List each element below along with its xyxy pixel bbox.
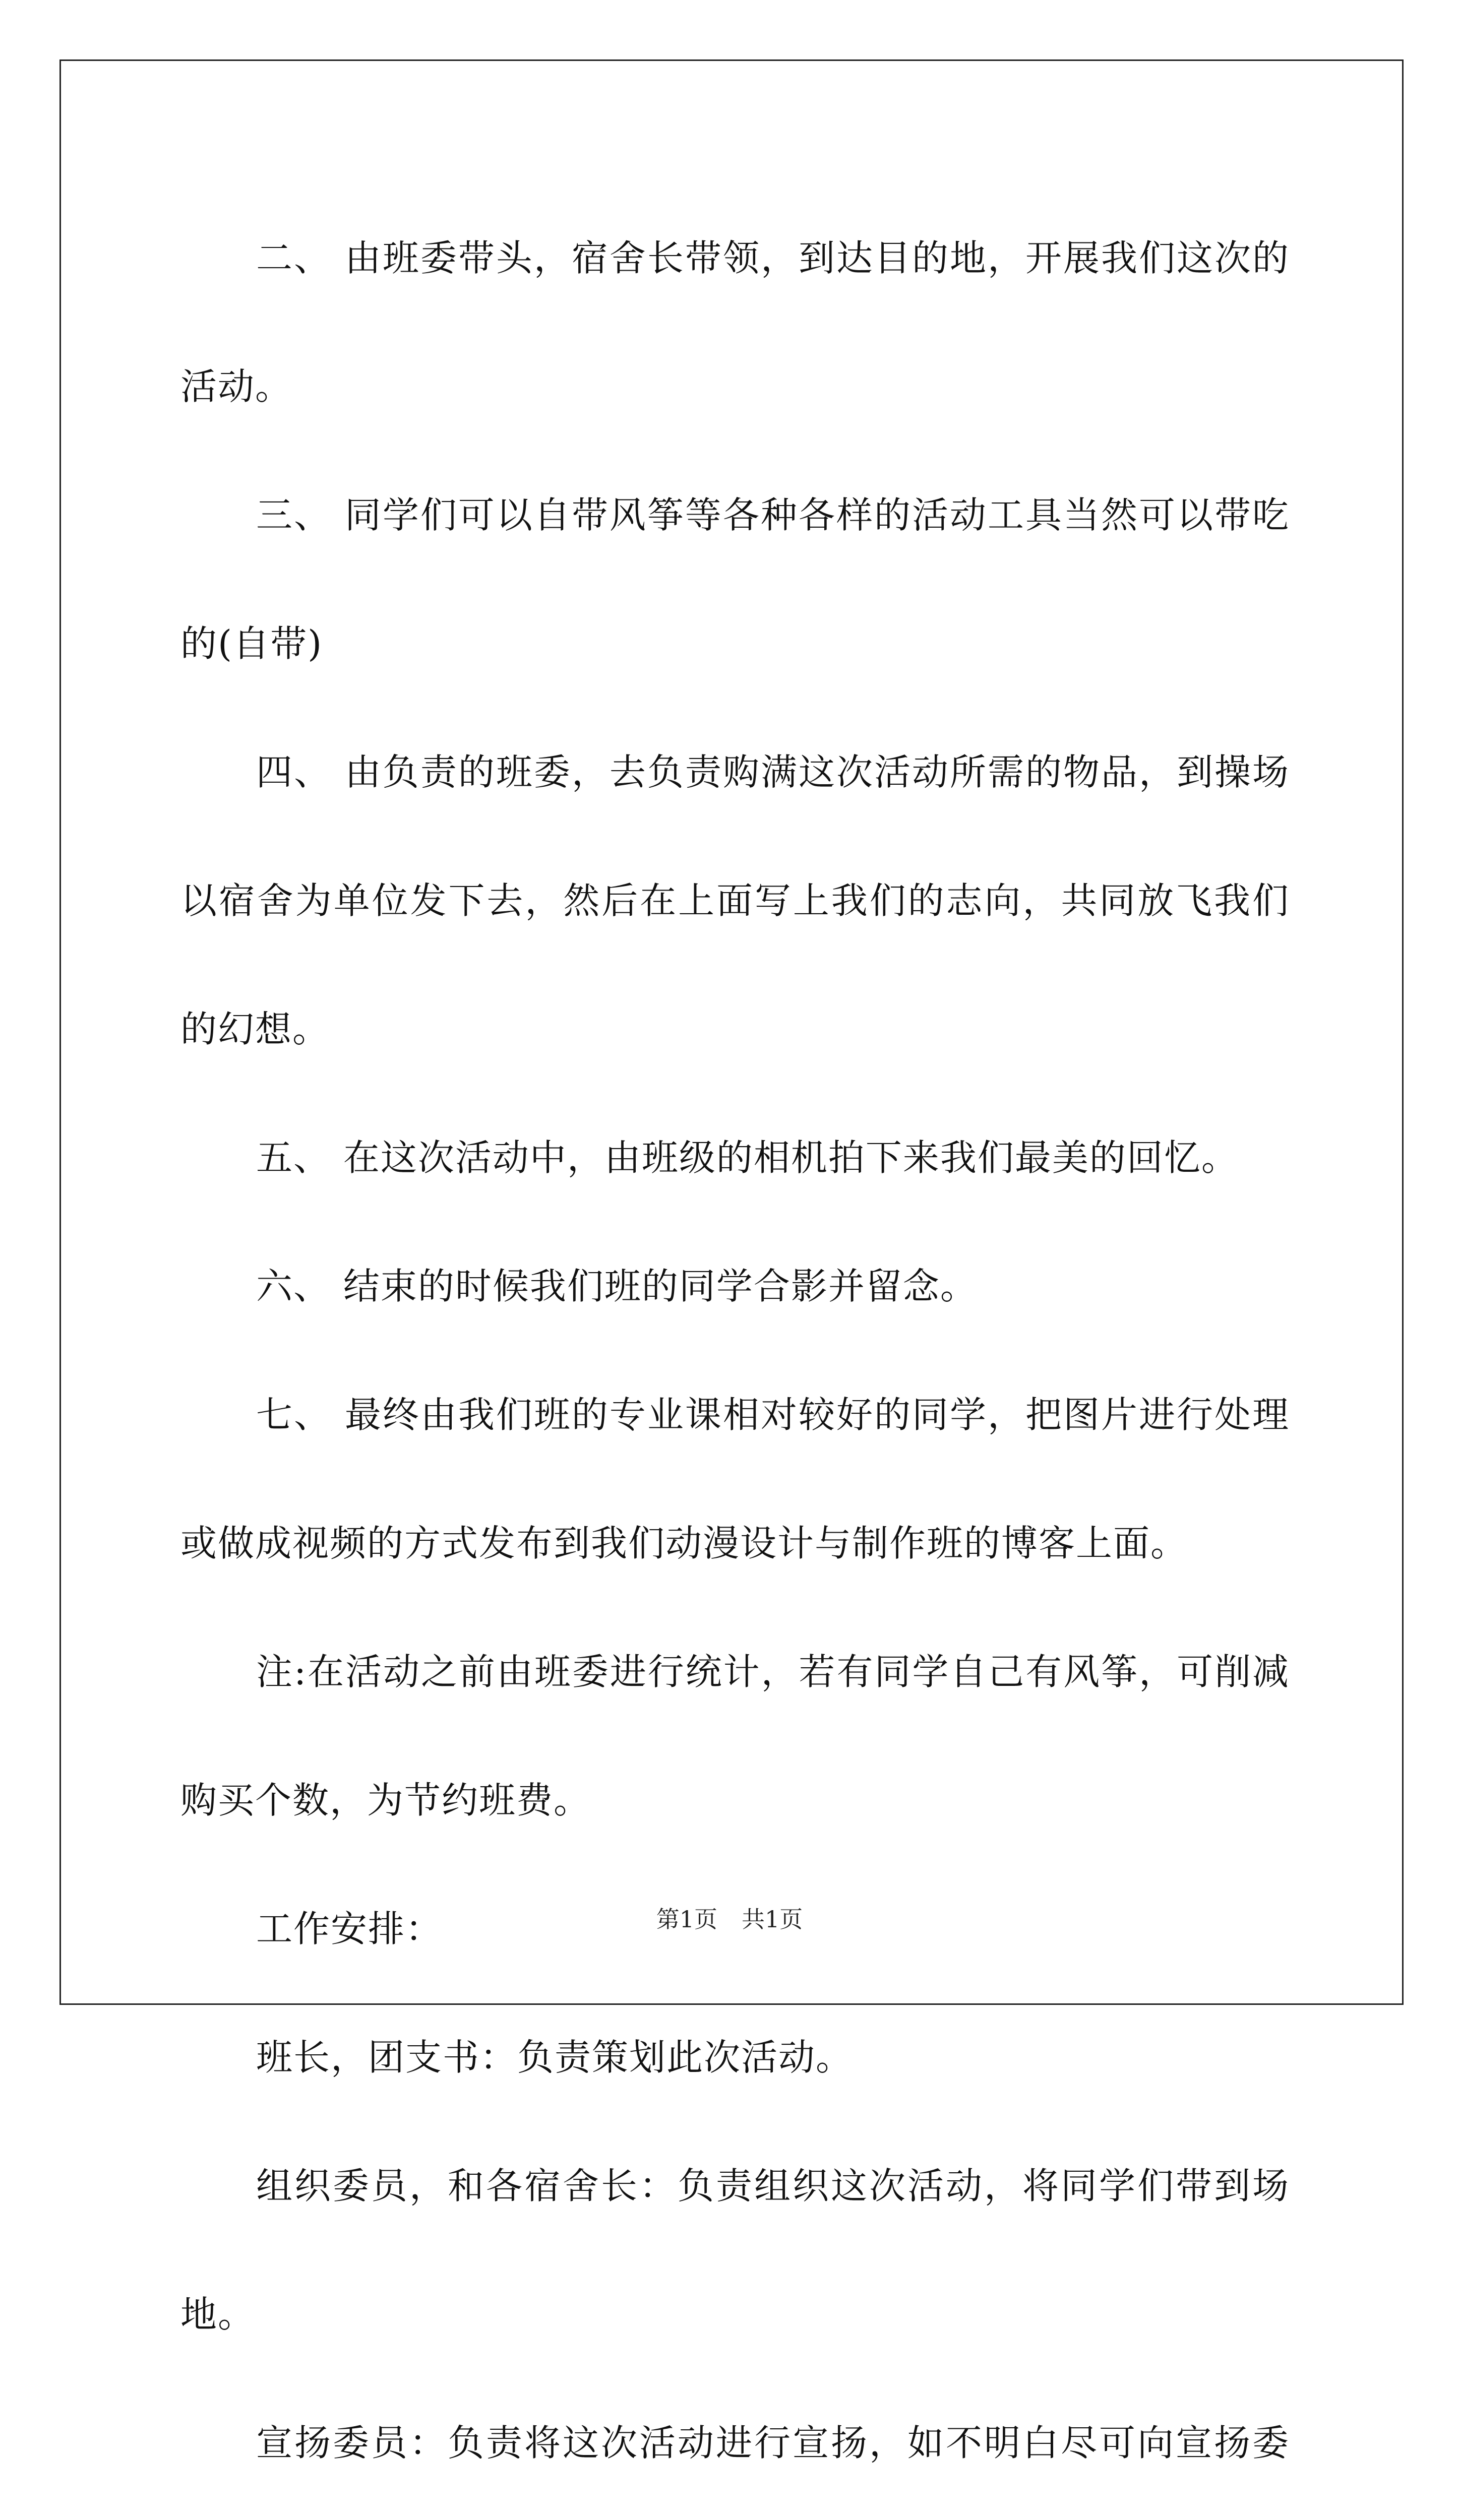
paragraph-item-5: 五、 在这次活动中，由班级的相机拍下来我们最美的回忆。 — [256, 1137, 1239, 1179]
page-number: 第1页 — [656, 1906, 717, 1933]
page-footer — [0, 1904, 1459, 1934]
assignment-monitor: 班长，团支书：负责策划此次活动。 — [256, 2036, 854, 2078]
paragraph-item-3: 三、 同学们可以自带风筝等各种各样的活动工具当然可以带吃的(自带) — [180, 494, 1290, 665]
work-arrangement-heading: 工作安排： — [256, 1908, 443, 1950]
paragraph-item-2: 二、 由班委带头，宿舍长带领，到达目的地，开展我们这次的活动。 — [180, 237, 1290, 408]
document-body — [180, 194, 1290, 2520]
assignment-publicity: 宣扬委员：负责将这次活动进行宣扬，如不明白尽可向宣扬委 — [256, 2422, 1290, 2464]
paragraph-item-4: 四、 由负责的班委，去负责购满这次活动所需的物品，到操场以宿舍为单位发下去，然后在上面写上我们的志向，共同放飞我们的幻想。 — [180, 751, 1290, 1050]
assignment-organizer: 组织委员，和各宿舍长：负责组织这次活动，将同学们带到场地。 — [180, 2165, 1290, 2336]
paragraph-item-6: 六、 结束的时候我们班的同学合影并留念。 — [256, 1265, 978, 1307]
note-paragraph: 注:在活动之前由班委进行统计，若有同学自己有风筝，可削减购买个数，为节约班费。 — [180, 1651, 1290, 1821]
page-total: 共1页 — [742, 1906, 803, 1933]
paragraph-item-7: 七、 最终由我们班的专业课相对较好的同学，把图片进行处理或做成视频的方式发布到我们动漫设计与制作班的博客上面。 — [180, 1394, 1290, 1564]
